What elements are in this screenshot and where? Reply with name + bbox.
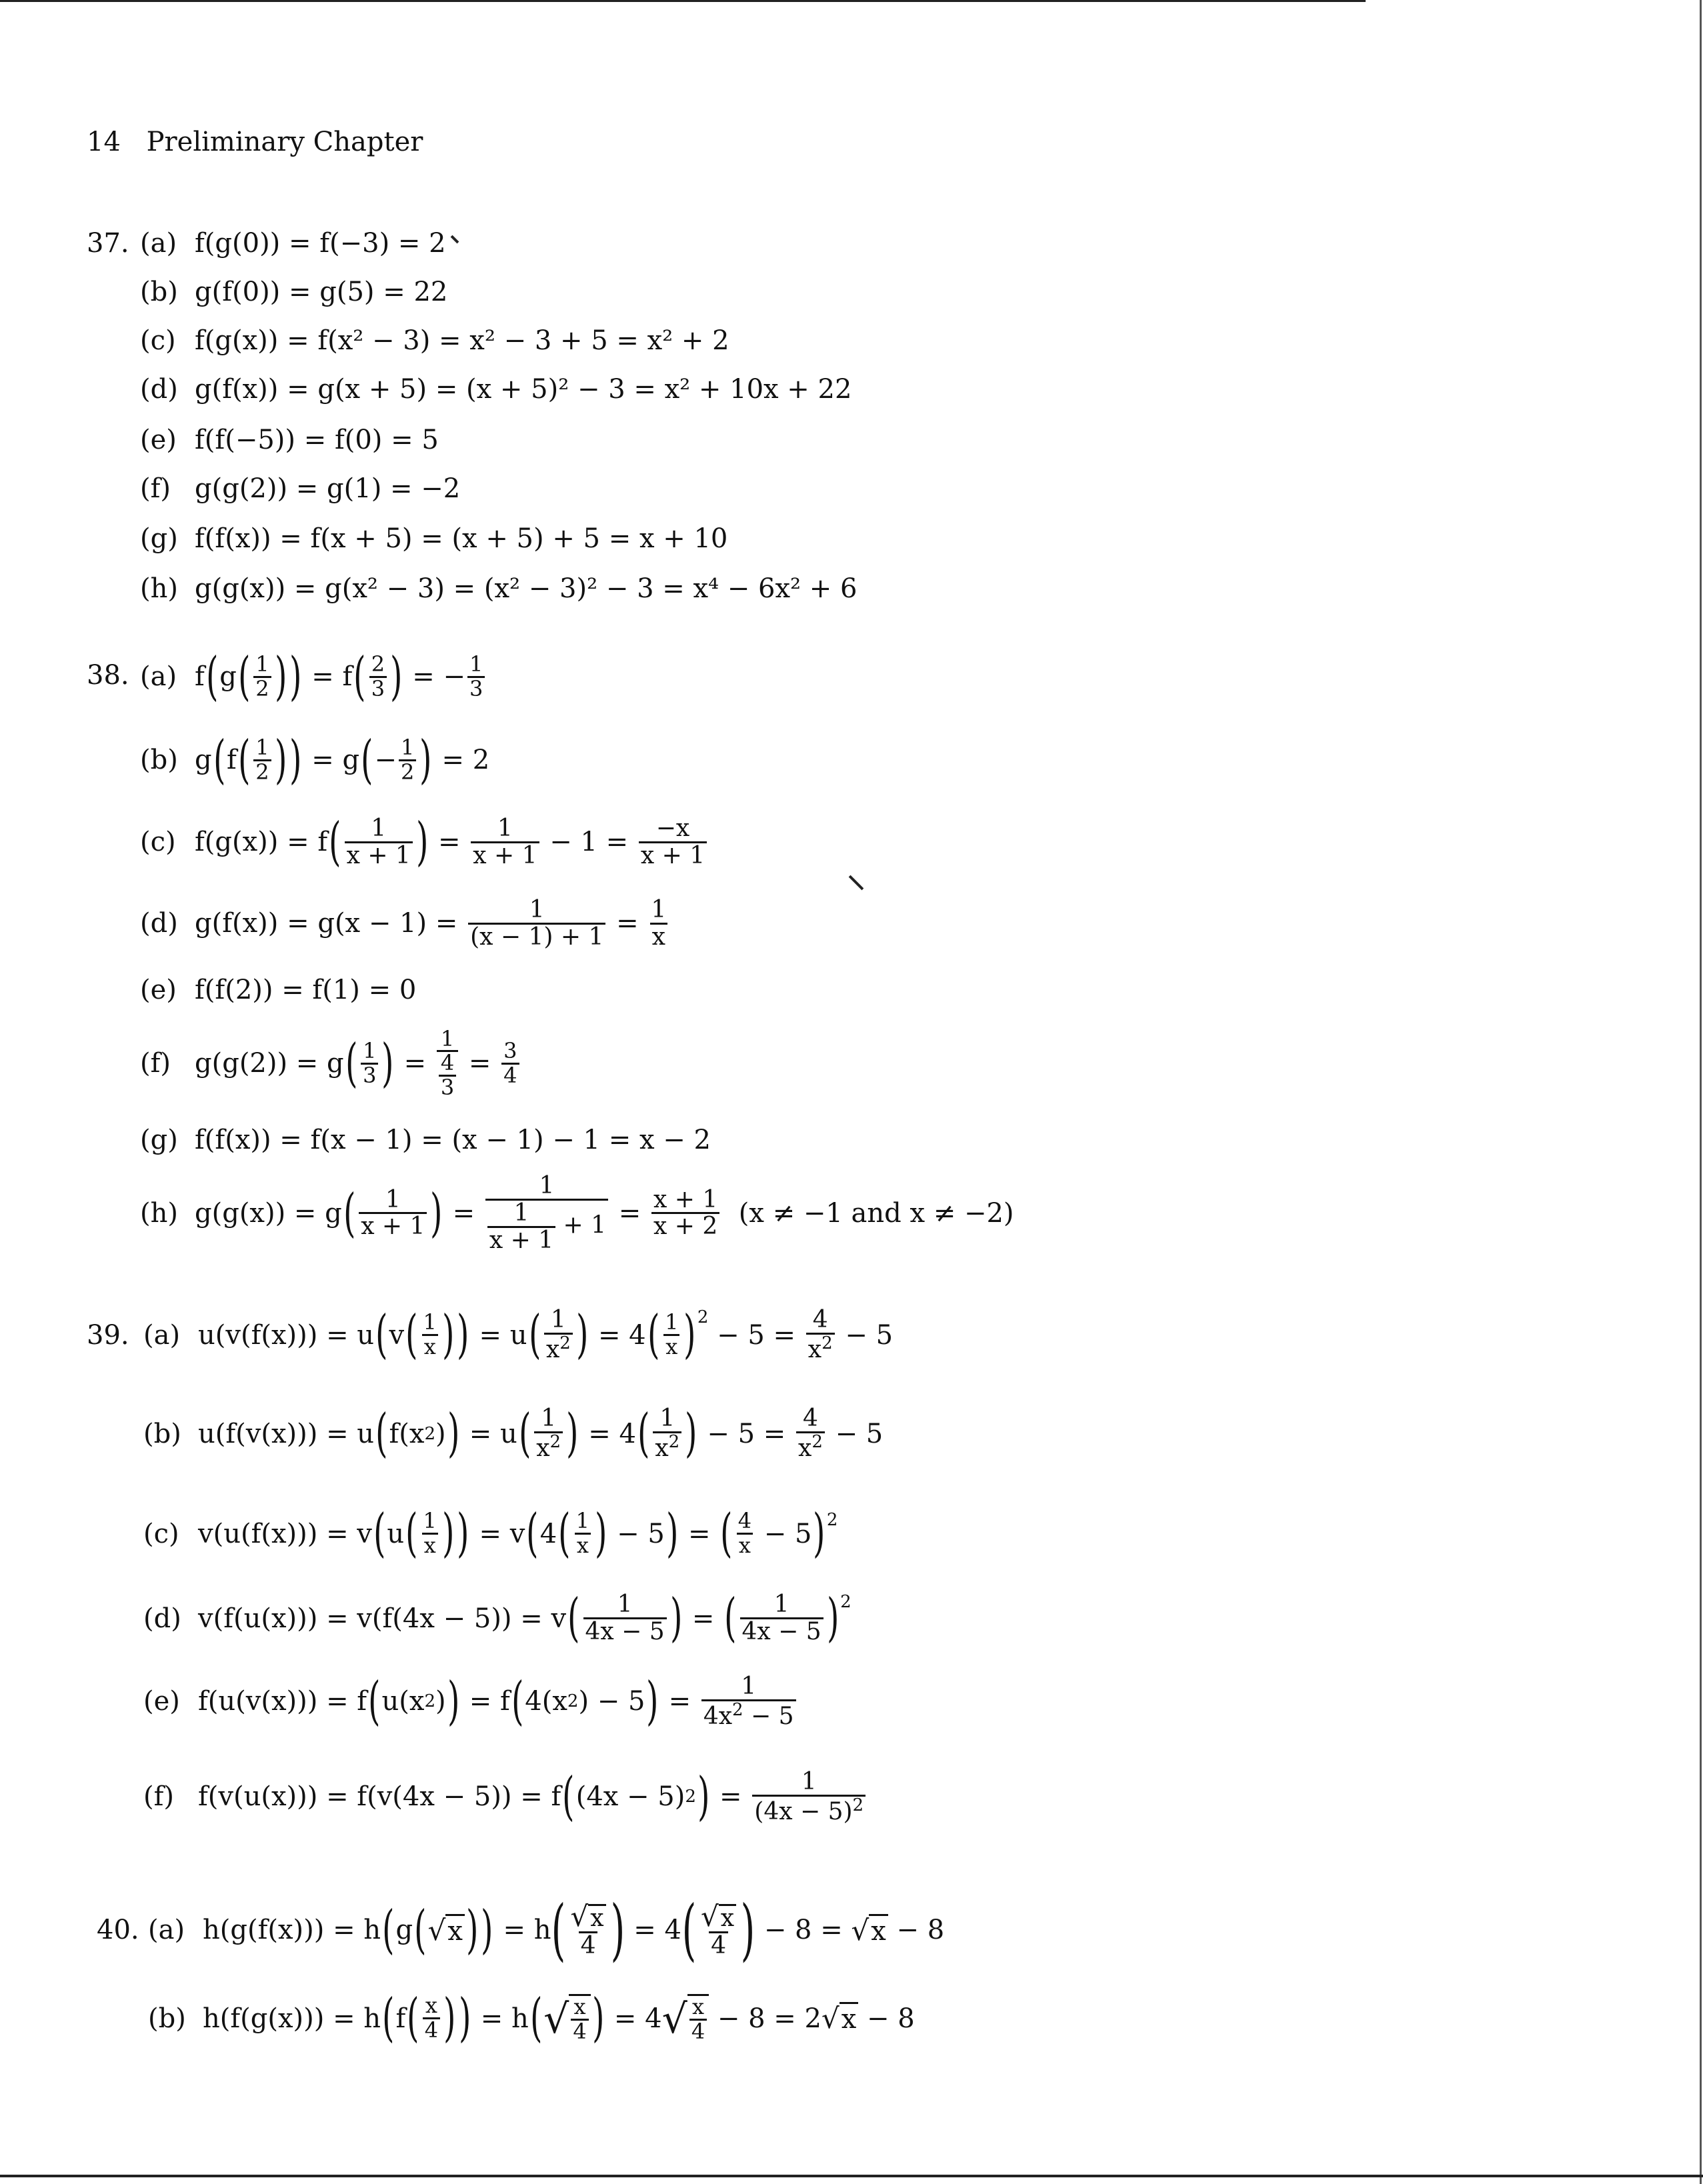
bottom-rule	[0, 2175, 1703, 2177]
equation-line: (d) g(f(x)) = g(x − 1) = $\frac{1}{(x - 1) + 1}$ = $\frac{1}{x}$	[140, 895, 667, 951]
equation-line: (e) f(u(v(x))) = f ( u(x 2 ) ) = f ( 4(x 2 ) − 5 ) = $\frac{1}{4x^2 - 5}$	[143, 1665, 798, 1738]
equation-line: (f) f(v(u(x))) = f(v(4x − 5)) = f ( (4x − 5) 2 ) = $\frac{1}{(4x - 5)^2}$	[143, 1760, 868, 1833]
chapter-title: Preliminary Chapter	[146, 127, 423, 157]
equation-line: (c) f(g(x)) = f(x² − 3) = x² − 3 + 5 = x² + 2	[140, 325, 729, 356]
page-header	[87, 127, 423, 157]
equation-line: (f) g(g(2)) = g ( $\frac{1}{3}$ ) = $\frac{1}{\frac{4}{3}}$ = $\frac{3}{4}$	[140, 1020, 521, 1107]
equation-line: (d) g(f(x)) = g(x + 5) = (x + 5)² − 3 = x² + 10x + 22	[140, 374, 852, 405]
problem-number: 37.	[87, 228, 129, 259]
equation-line: (c) f(g(x)) = f ( $\frac{1}{x + 1}$ ) = $\frac{1}{x + 1}$ − 1 = $\frac{-x}{x + 1}$	[140, 805, 709, 879]
equation-line: (e) f(f(−5)) = f(0) = 5	[140, 425, 439, 455]
problem-number: 39.	[87, 1320, 129, 1351]
equation-line: (c) v(u(f(x))) = v ( u ( $\frac{1}{x}$ ) ) = v ( 4 ( $\frac{1}{x}$ ) − 5 ) = ( $\frac{4}{x}$ − 5 ) $^2$	[143, 1503, 838, 1564]
stray-mark	[451, 235, 459, 244]
equation-line: (b) g(f(0)) = g(5) = 22	[140, 277, 448, 307]
equation-line: (h) g(g(x)) = g ( $\frac{1}{x + 1}$ ) = 1 $\frac{1}{x + 1}$ + 1 = $\frac{x + 1}{x + 2}$ (x ≠ −1 and x ≠ −2)	[140, 1172, 1014, 1254]
equation-line: (e) f(f(2)) = f(1) = 0	[140, 975, 417, 1005]
page-number: 14	[87, 127, 121, 157]
equation-line: (a) f ( g ( $\frac{1}{2}$ ) ) = f ( $\frac{2}{3}$ ) = − $\frac{1}{3}$	[140, 640, 487, 713]
problem-number: 40.	[97, 1915, 139, 1945]
equation-line: (a) h(g(f(x))) = h ( g ( √ x ) ) = h ( √ x 4 ) = 4 ( √ x 4 ) − 8 = √ x − 8	[148, 1891, 945, 1969]
top-rule	[0, 0, 1366, 2]
equation-line: (d) v(f(u(x))) = v(f(4x − 5)) = v ( $\frac{1}{4x - 5}$ ) = ( $\frac{1}{4x - 5}$ ) $^2$	[143, 1588, 852, 1649]
equation-line: (b) u(f(v(x))) = u ( f(x 2 ) ) = u ( $\frac{1}{x^2}$ ) = 4 ( $\frac{1}{x^2}$ ) − 5 = $\frac{4}{x^2}$ − 5	[143, 1403, 884, 1464]
equation-line: (h) g(g(x)) = g(x² − 3) = (x² − 3)² − 3 = x⁴ − 6x² + 6	[140, 573, 858, 604]
equation-line: (f) g(g(2)) = g(1) = −2	[140, 473, 461, 504]
equation-line: (a) u(v(f(x))) = u ( v ( $\frac{1}{x}$ ) ) = u ( $\frac{1}{x^2}$ ) = 4 ( $\frac{1}{x}$ ) $^2$ − 5 = $\frac{4}{x^2}$ − 5	[143, 1305, 894, 1365]
problem-number: 38.	[87, 660, 129, 691]
right-edge-rule	[1700, 0, 1702, 2184]
equation-line: (a) f(g(0)) = f(−3) = 2	[140, 228, 446, 259]
stray-mark	[849, 875, 864, 891]
equation-line: (g) f(f(x)) = f(x + 5) = (x + 5) + 5 = x + 10	[140, 523, 728, 554]
equation-line: (b) g ( f ( $\frac{1}{2}$ ) ) = g ( − $\frac{1}{2}$ ) = 2	[140, 729, 490, 790]
equation-line: (b) h(f(g(x))) = h ( f ( $\frac{x}{4}$ ) ) = h ( √ $\frac{x}{4}$ ) = 4 √ $\frac{x}{4}$ − 8 = 2 √ x − 8	[148, 1988, 915, 2049]
equation-line: (g) f(f(x)) = f(x − 1) = (x − 1) − 1 = x − 2	[140, 1125, 711, 1155]
